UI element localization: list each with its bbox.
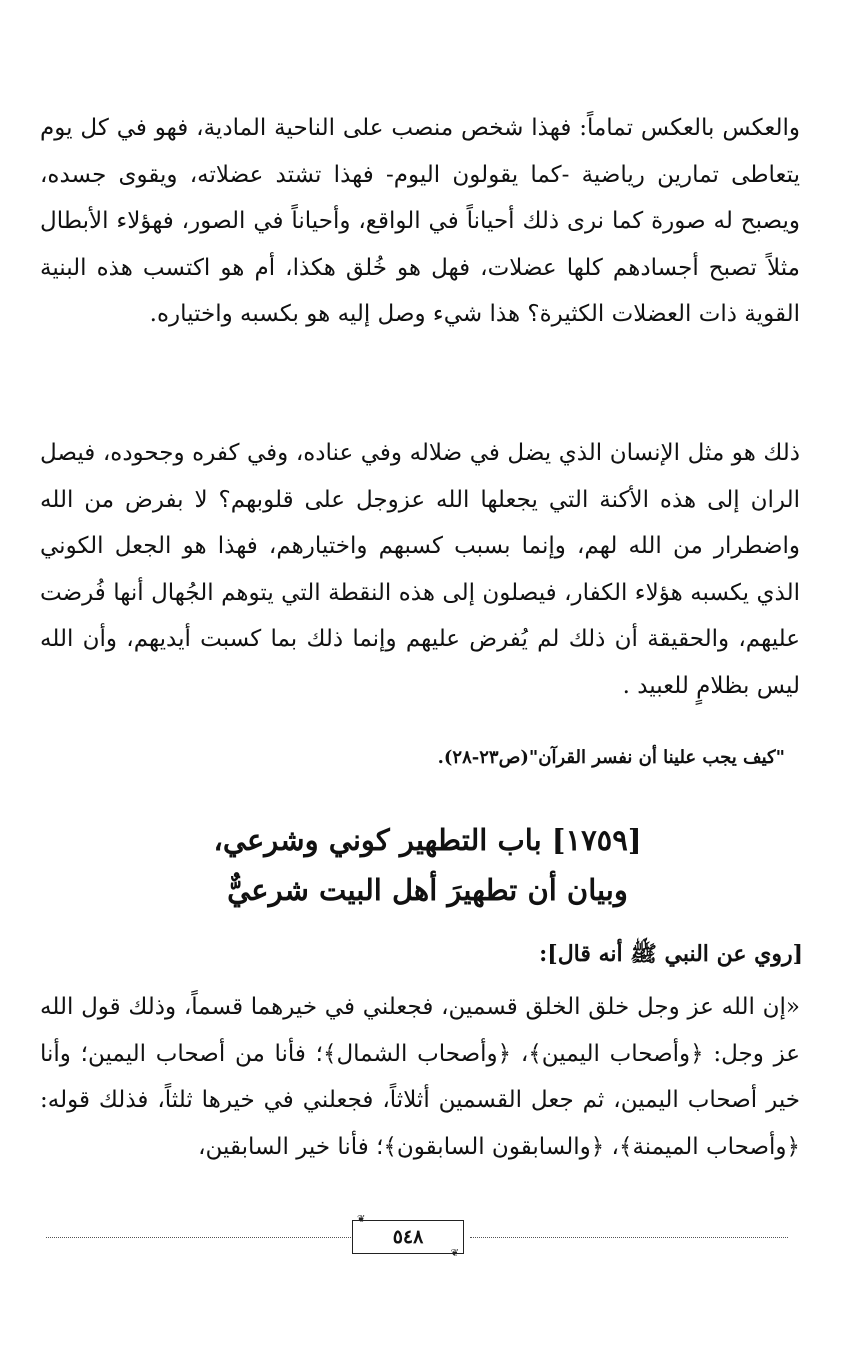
source-citation: "كيف يجب علينا أن نفسر القرآن"(ص٢٣-٢٨).	[437, 747, 785, 768]
chapter-heading-line-1: [١٧٥٩] باب التطهير كوني وشرعي،	[213, 823, 642, 857]
page-number-frame	[352, 1214, 464, 1259]
body-paragraph: والعكس بالعكس تماماً: فهذا شخص منصب على الناحية المادية، فهو في كل يوم يتعاطى تمارين رياضية -كما يقولون اليوم- فهذا تشتد عضلاته، ويقوى جسده، ويصبح له صورة كما نرى ذلك أحياناً في الواقع، وأحياناً في الصور، فهؤلاء الأبطال مثلاً تصبح أجسادهم كلها عضلات، فهل هو خُلق هكذا، أم هو اكتسب هذه البنية القوية ذات العضلات الكثيرة؟ هذا شيء وصل إليه هو بكسبه واختياره.	[40, 115, 801, 327]
body-paragraph: ذلك هو مثل الإنسان الذي يضل في ضلاله وفي عناده، وفي كفره وجحوده، فيصل الران إلى هذه الأكنة التي يجعلها الله عزوجل على قلوبهم؟ لا بفرض من الله واضطرار من الله لهم، وإنما بسبب كسبهم واختيارهم، فهذا هو الجعل الكوني الذي يكسبه هؤلاء الكفار، فيصلون إلى هذه النقطة التي يتوهم الجُهال أنها فُرضت عليهم، والحقيقة أن ذلك لم يُفرض عليهم وإنما ذلك بما كسبت أيديهم، وأن الله ليس بظلامٍ للعبيد .	[40, 440, 800, 699]
ornament-icon: ❦	[357, 1214, 366, 1225]
footer-dotted-rule	[46, 1237, 351, 1238]
page-number: ٥٤٨	[392, 1226, 424, 1248]
footer-dotted-rule	[470, 1237, 788, 1238]
ornament-icon: ❦	[450, 1248, 459, 1259]
hadith-text: «إن الله عز وجل خلق الخلق قسمين، فجعلني في خيرهما قسماً، وذلك قول الله عز وجل: ﴿وأصحاب اليمين﴾، ﴿وأصحاب الشمال﴾؛ فأنا من أصحاب اليمين؛ وأنا خير أصحاب اليمين، ثم جعل القسمين أثلاثاً، فجعلني في خيرها ثلثاً، فذلك قوله: ﴿وأصحاب الميمنة﴾، ﴿والسابقون السابقون﴾؛ فأنا خير السابقين،	[40, 994, 800, 1160]
narration-intro: [روي عن النبي ﷺ أنه قال]:	[539, 941, 803, 967]
chapter-heading-line-2: وبيان أن تطهيرَ أهل البيت شرعيٌّ	[227, 873, 628, 907]
